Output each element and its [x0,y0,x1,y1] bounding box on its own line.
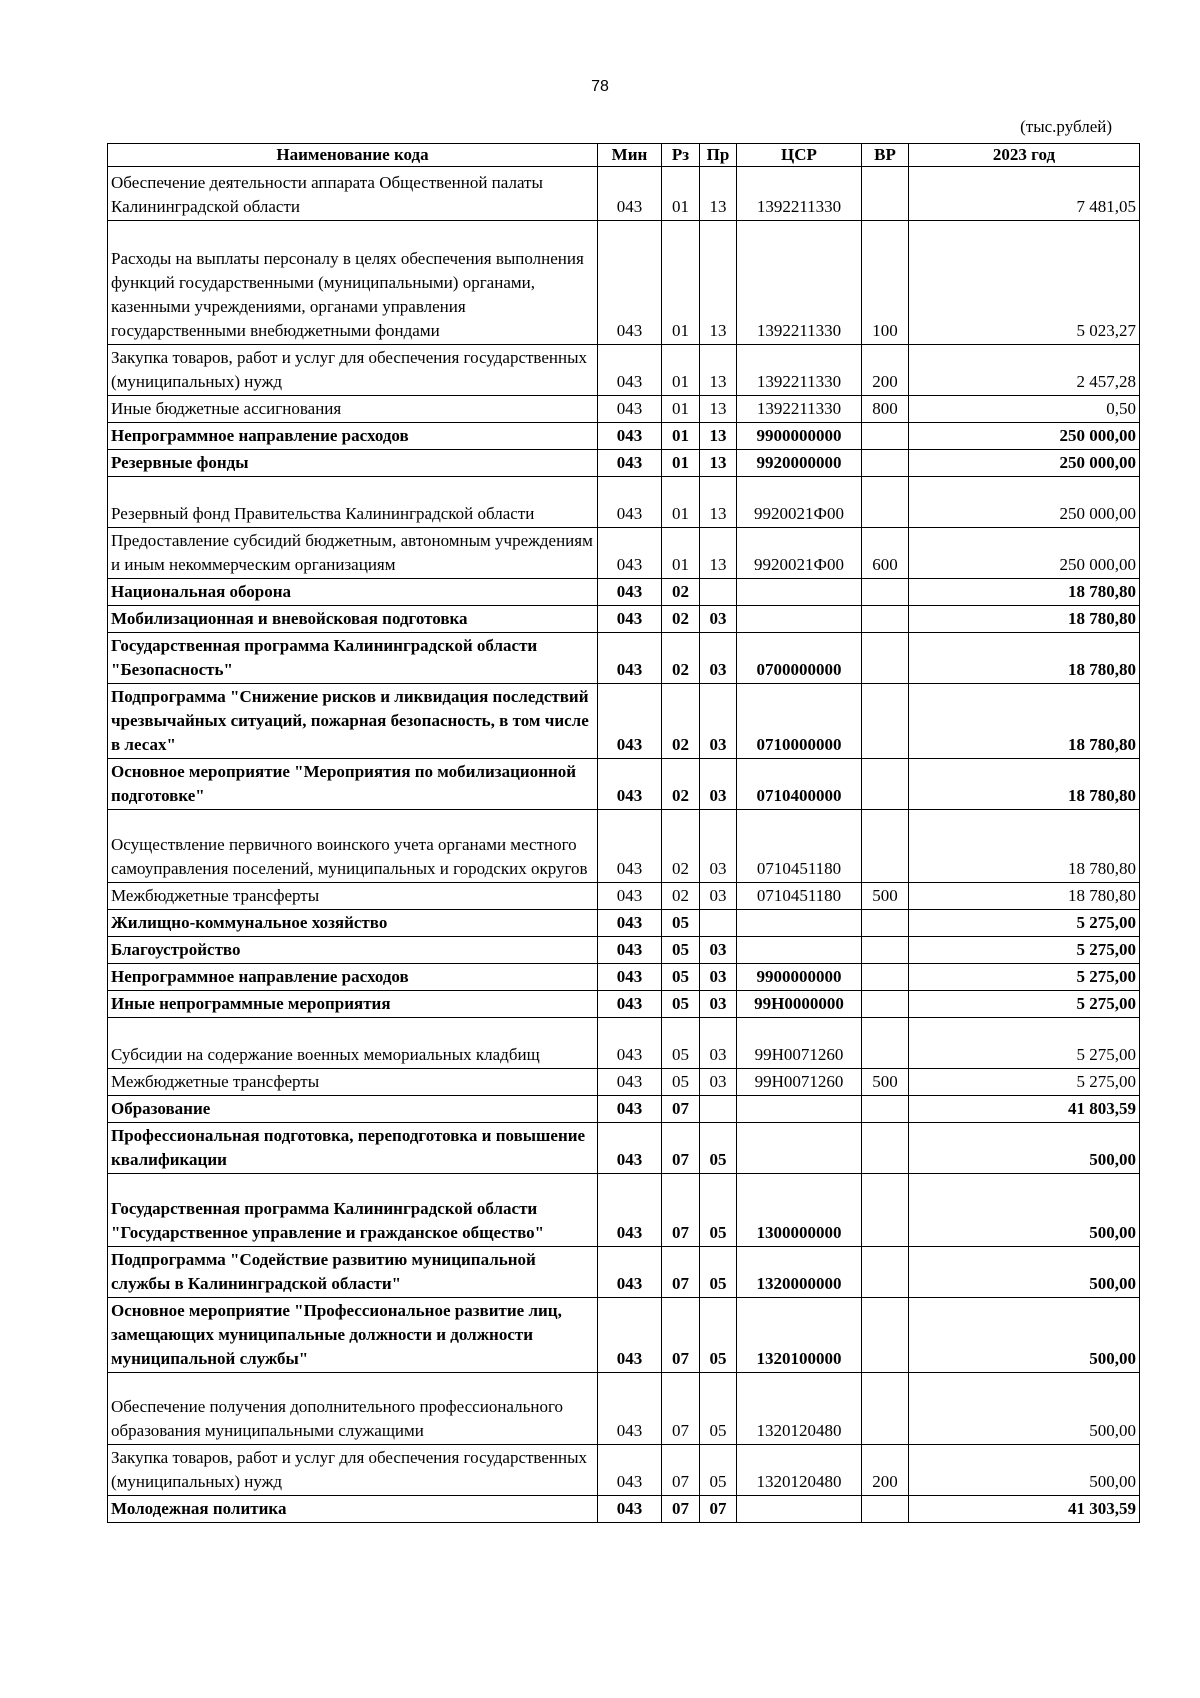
row-name: Обеспечение деятельности аппарата Общественной палаты Калининградской области [108,167,598,221]
table-row [108,883,1140,910]
table-row [108,1123,1140,1174]
row-vr [862,1373,909,1445]
row-rz: 05 [662,991,700,1018]
row-amount: 5 275,00 [909,964,1140,991]
row-name: Подпрограмма "Содействие развитию муниципальной службы в Калининградской области" [108,1247,598,1298]
row-min: 043 [598,633,662,684]
row-min: 043 [598,606,662,633]
row-amount: 5 275,00 [909,1069,1140,1096]
row-csr [737,937,862,964]
row-pr [700,1096,737,1123]
row-name: Основное мероприятие "Мероприятия по мобилизационной подготовке" [108,759,598,810]
row-pr: 03 [700,606,737,633]
row-name: Иные бюджетные ассигнования [108,396,598,423]
row-name: Государственная программа Калининградской области "Безопасность" [108,633,598,684]
row-rz: 01 [662,396,700,423]
row-vr: 800 [862,396,909,423]
table-row [108,579,1140,606]
table-row [108,1373,1140,1445]
table-row [108,937,1140,964]
row-amount: 500,00 [909,1373,1140,1445]
row-name: Межбюджетные трансферты [108,883,598,910]
row-csr: 9920000000 [737,450,862,477]
row-amount: 18 780,80 [909,579,1140,606]
table-row [108,1069,1140,1096]
row-rz: 07 [662,1174,700,1247]
table-row [108,167,1140,221]
row-vr: 500 [862,1069,909,1096]
header-vr: ВР [862,144,909,167]
row-min: 043 [598,345,662,396]
row-name: Расходы на выплаты персоналу в целях обеспечения выполнения функций государственными (муниципальными) органами, казенными учреждениями, органами управления государственными внебюджетными фондами [108,221,598,345]
row-pr: 13 [700,450,737,477]
row-pr: 13 [700,477,737,528]
row-csr [737,910,862,937]
row-name: Национальная оборона [108,579,598,606]
row-csr [737,1123,862,1174]
row-vr [862,910,909,937]
row-vr [862,1298,909,1373]
row-pr: 13 [700,396,737,423]
table-row [108,633,1140,684]
table-row [108,759,1140,810]
row-name: Молодежная политика [108,1496,598,1523]
row-rz: 01 [662,167,700,221]
row-vr [862,759,909,810]
table-row [108,423,1140,450]
row-min: 043 [598,167,662,221]
row-min: 043 [598,1018,662,1069]
row-amount: 41 303,59 [909,1496,1140,1523]
row-min: 043 [598,1174,662,1247]
row-csr: 99Н0000000 [737,991,862,1018]
row-vr [862,423,909,450]
row-vr [862,450,909,477]
row-rz: 07 [662,1298,700,1373]
row-rz: 05 [662,964,700,991]
row-name: Закупка товаров, работ и услуг для обеспечения государственных (муниципальных) нужд [108,1445,598,1496]
row-amount: 41 803,59 [909,1096,1140,1123]
row-min: 043 [598,684,662,759]
row-rz: 07 [662,1496,700,1523]
row-rz: 02 [662,883,700,910]
row-rz: 05 [662,1069,700,1096]
row-pr: 05 [700,1298,737,1373]
row-amount: 5 275,00 [909,991,1140,1018]
row-vr: 200 [862,1445,909,1496]
row-amount: 250 000,00 [909,450,1140,477]
row-min: 043 [598,810,662,883]
row-amount: 5 275,00 [909,910,1140,937]
row-amount: 500,00 [909,1445,1140,1496]
row-pr: 07 [700,1496,737,1523]
row-amount: 5 023,27 [909,221,1140,345]
table-row [108,1174,1140,1247]
row-min: 043 [598,1096,662,1123]
table-row [108,910,1140,937]
row-name: Предоставление субсидий бюджетным, автономным учреждениям и иным некоммерческим организациям [108,528,598,579]
row-name: Государственная программа Калининградской области "Государственное управление и гражданское общество" [108,1174,598,1247]
row-min: 043 [598,964,662,991]
table-row [108,1298,1140,1373]
row-csr: 1320120480 [737,1373,862,1445]
row-pr: 03 [700,810,737,883]
row-vr [862,991,909,1018]
row-amount: 7 481,05 [909,167,1140,221]
row-pr: 13 [700,345,737,396]
row-rz: 07 [662,1123,700,1174]
row-rz: 01 [662,423,700,450]
row-amount: 250 000,00 [909,477,1140,528]
row-amount: 250 000,00 [909,423,1140,450]
row-amount: 500,00 [909,1298,1140,1373]
row-pr: 13 [700,528,737,579]
header-rz: Рз [662,144,700,167]
table-header-row [108,144,1140,167]
table-row [108,345,1140,396]
row-pr: 03 [700,1018,737,1069]
row-name: Подпрограмма "Снижение рисков и ликвидация последствий чрезвычайных ситуаций, пожарная безопасность, в том числе в лесах" [108,684,598,759]
row-csr: 1392211330 [737,167,862,221]
row-vr [862,633,909,684]
row-pr: 05 [700,1445,737,1496]
row-name: Профессиональная подготовка, переподготовка и повышение квалификации [108,1123,598,1174]
row-min: 043 [598,423,662,450]
row-name: Осуществление первичного воинского учета органами местного самоуправления поселений, муниципальных и городских округов [108,810,598,883]
table-row [108,1445,1140,1496]
row-rz: 05 [662,1018,700,1069]
header-csr: ЦСР [737,144,862,167]
row-csr: 1320120480 [737,1445,862,1496]
table-row [108,810,1140,883]
row-rz: 02 [662,606,700,633]
row-csr [737,1496,862,1523]
row-pr: 13 [700,167,737,221]
row-vr: 200 [862,345,909,396]
row-pr: 03 [700,964,737,991]
row-csr: 0700000000 [737,633,862,684]
table-row [108,528,1140,579]
table-row [108,221,1140,345]
row-csr: 9920021Ф00 [737,528,862,579]
row-pr: 03 [700,937,737,964]
row-rz: 01 [662,528,700,579]
row-rz: 02 [662,759,700,810]
row-name: Жилищно-коммунальное хозяйство [108,910,598,937]
row-min: 043 [598,883,662,910]
row-vr [862,579,909,606]
units-label: (тыс.рублей) [1020,117,1112,136]
row-min: 043 [598,1123,662,1174]
row-min: 043 [598,1069,662,1096]
row-csr: 1320100000 [737,1298,862,1373]
row-amount: 500,00 [909,1247,1140,1298]
row-name: Непрограммное направление расходов [108,964,598,991]
table-row [108,1018,1140,1069]
row-amount: 5 275,00 [909,1018,1140,1069]
row-amount: 500,00 [909,1174,1140,1247]
table-row [108,1096,1140,1123]
row-vr [862,937,909,964]
row-csr: 1392211330 [737,396,862,423]
row-rz: 07 [662,1445,700,1496]
row-pr: 13 [700,221,737,345]
row-name: Образование [108,1096,598,1123]
row-vr [862,1247,909,1298]
row-csr: 0710451180 [737,883,862,910]
row-csr: 0710451180 [737,810,862,883]
row-rz: 01 [662,221,700,345]
row-vr: 600 [862,528,909,579]
row-min: 043 [598,991,662,1018]
table-row [108,606,1140,633]
row-min: 043 [598,579,662,606]
row-min: 043 [598,528,662,579]
row-name: Обеспечение получения дополнительного профессионального образования муниципальными служащими [108,1373,598,1445]
row-pr: 05 [700,1123,737,1174]
row-rz: 07 [662,1247,700,1298]
table-row [108,991,1140,1018]
row-rz: 01 [662,477,700,528]
row-pr: 13 [700,423,737,450]
row-vr [862,964,909,991]
table-row [108,1247,1140,1298]
row-amount: 18 780,80 [909,810,1140,883]
row-vr [862,1123,909,1174]
table-row [108,450,1140,477]
row-amount: 18 780,80 [909,759,1140,810]
row-min: 043 [598,1298,662,1373]
row-amount: 0,50 [909,396,1140,423]
row-rz: 07 [662,1373,700,1445]
row-min: 043 [598,1496,662,1523]
page-number: 78 [591,78,609,95]
row-csr: 1392211330 [737,345,862,396]
row-min: 043 [598,477,662,528]
row-amount: 250 000,00 [909,528,1140,579]
row-name: Субсидии на содержание военных мемориальных кладбищ [108,1018,598,1069]
row-min: 043 [598,1373,662,1445]
table-row [108,477,1140,528]
row-name: Иные непрограммные мероприятия [108,991,598,1018]
row-vr [862,684,909,759]
row-min: 043 [598,910,662,937]
row-csr: 1320000000 [737,1247,862,1298]
header-pr: Пр [700,144,737,167]
table-row [108,396,1140,423]
row-csr: 9900000000 [737,964,862,991]
row-csr: 1300000000 [737,1174,862,1247]
row-csr: 0710000000 [737,684,862,759]
row-pr: 03 [700,759,737,810]
row-pr [700,579,737,606]
row-csr [737,1096,862,1123]
row-name: Непрограммное направление расходов [108,423,598,450]
row-vr [862,1096,909,1123]
row-min: 043 [598,1445,662,1496]
row-name: Мобилизационная и вневойсковая подготовка [108,606,598,633]
row-amount: 2 457,28 [909,345,1140,396]
row-amount: 18 780,80 [909,606,1140,633]
header-amount: 2023 год [909,144,1140,167]
row-csr: 0710400000 [737,759,862,810]
row-vr: 500 [862,883,909,910]
row-rz: 02 [662,684,700,759]
row-name: Межбюджетные трансферты [108,1069,598,1096]
table-row [108,1496,1140,1523]
row-name: Резервные фонды [108,450,598,477]
row-pr: 03 [700,633,737,684]
row-name: Основное мероприятие "Профессиональное развитие лиц, замещающих муниципальные должности и должности муниципальной службы" [108,1298,598,1373]
header-name: Наименование кода [108,144,598,167]
row-min: 043 [598,396,662,423]
row-csr: 99Н0071260 [737,1069,862,1096]
row-amount: 18 780,80 [909,633,1140,684]
row-pr: 05 [700,1174,737,1247]
row-vr [862,167,909,221]
row-amount: 5 275,00 [909,937,1140,964]
row-min: 043 [598,221,662,345]
budget-table [107,143,1140,1523]
row-rz: 01 [662,345,700,396]
table-row [108,684,1140,759]
row-rz: 05 [662,910,700,937]
row-vr: 100 [862,221,909,345]
row-rz: 01 [662,450,700,477]
header-min: Мин [598,144,662,167]
row-vr [862,606,909,633]
row-amount: 18 780,80 [909,684,1140,759]
row-csr [737,606,862,633]
row-amount: 18 780,80 [909,883,1140,910]
row-min: 043 [598,1247,662,1298]
row-vr [862,477,909,528]
row-vr [862,1496,909,1523]
row-pr: 03 [700,991,737,1018]
row-rz: 02 [662,579,700,606]
table-row [108,964,1140,991]
row-pr: 03 [700,1069,737,1096]
row-name: Благоустройство [108,937,598,964]
row-rz: 02 [662,633,700,684]
row-name: Резервный фонд Правительства Калининградской области [108,477,598,528]
row-min: 043 [598,937,662,964]
row-name: Закупка товаров, работ и услуг для обеспечения государственных (муниципальных) нужд [108,345,598,396]
row-csr [737,579,862,606]
row-vr [862,1018,909,1069]
row-rz: 07 [662,1096,700,1123]
row-rz: 05 [662,937,700,964]
row-pr [700,910,737,937]
row-min: 043 [598,450,662,477]
row-vr [862,1174,909,1247]
row-pr: 05 [700,1373,737,1445]
row-pr: 03 [700,883,737,910]
row-csr: 9920021Ф00 [737,477,862,528]
row-csr: 9900000000 [737,423,862,450]
row-csr: 1392211330 [737,221,862,345]
row-vr [862,810,909,883]
row-pr: 03 [700,684,737,759]
row-amount: 500,00 [909,1123,1140,1174]
row-rz: 02 [662,810,700,883]
row-pr: 05 [700,1247,737,1298]
row-csr: 99Н0071260 [737,1018,862,1069]
row-min: 043 [598,759,662,810]
